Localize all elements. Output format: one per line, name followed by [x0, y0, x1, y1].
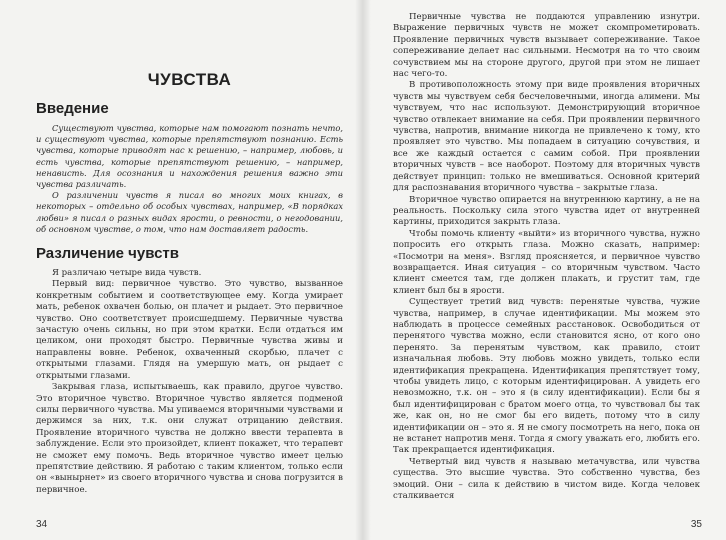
body-paragraph: В противоположность этому при виде проявления вторичных чувств мы чувствуем себя бесчеловечными, иногда алимени. Мы чувствуем, что нас используют. Демонстрирующий вторичное чувство отвлекает внимание на себя. При проявлении первичного чувства, напротив, внимание никогда не привлечено к тому, кто проявляет это чувство. Мы попадаем в ситуацию сочувствия, и все же каждый остается с самим собой. При проявлении вторичных чувств – все наоборот. Поэтому для вторичных чувств действует принцип: только не вмешиваться. Основной критерий для распознавания вторичного чувства – закрытые глаза.: [393, 80, 700, 194]
chapter-title: ЧУВСТВА: [147, 70, 232, 89]
intro-section: [36, 100, 343, 235]
intro-paragraph: Существуют чувства, которые нам помогают познать нечто, и существуют чувства, которые препятствуют познанию. Есть чувства, которые приводят нас к решению, – например, любовь, и есть чувства, которые препятствуют решению, – например, ненависть. Для осознания и нахождения решения важно эти чувства различать.: [36, 123, 343, 190]
intro-paragraph: О различении чувств я писал во многих моих книгах, в некоторых – отдельно об особых чувствах, например, «В порядках любви» я писал о разных видах ярости, о ревности, о негодовании, об основном чувстве, о том, что нам доставляет радость.: [36, 190, 343, 234]
intro-heading: Введение: [36, 100, 109, 117]
body-paragraph: Существует третий вид чувств: перенятые чувства, чужие чувства, например, в случае идентификации. Мы можем это наблюдать в процессе семейных расстановок. Освободиться от перенятого чувства можно, если становится ясно, от кого оно перенято. За перенятым чувством, как правило, стоит изначальная любовь. Эту любовь можно увидеть, только если идентификация прекращена. Идентификация препятствует тому, чтобы увидеть лицо, с которым идентифицирован. А увидеть его невозможно, т.к. он – это я (в силу идентификации). Если бы я был идентифицирован с братом моего отца, то чувствовал бы так же, как он, но не смог бы его видеть, потому что в силу идентификации он – это я. Я не смогу посмотреть на него, пока он не встанет напротив меня. Тогда я смогу уважать его, любить его. Так прекращается идентификация.: [393, 297, 700, 456]
body-paragraph: Первичные чувства не поддаются управлению изнутри. Выражение первичных чувств не может скомпрометировать. Проявление первичных чувств вызывает сопереживание. Такое сопереживание делает нас сильными. Несмотря на то что своим сочувствием мы на стороне другого, другой при этом не лишает нас чего-то.: [393, 12, 700, 80]
body-paragraph: Чтобы помочь клиенту «выйти» из вторичного чувства, нужно попросить его открыть глаза. Можно сказать, например: «Посмотри на меня». Взгляд проясняется, и первичное чувство возвращается. Иная ситуация – со вторичным чувством. Часто клиент смеется там, где должен плакать, и грустит там, где клиент был бы в ярости.: [393, 228, 700, 296]
body-paragraph: Я различаю четыре вида чувств.: [52, 268, 202, 279]
intro-text: [36, 123, 343, 235]
section-heading: Различение чувств: [36, 245, 179, 263]
body-paragraph: Закрывая глаза, испытываешь, как правило, другое чувство. Это вторичное чувство. Вторичное чувство является подменой силы первичного чувства. Мы упиваемся вторичными чувствами и держимся за них, т.к. они служат отрицанию действия. Проявление вторичного чувства не должно ввести терапевта в заблуждение. Если это произойдет, клиент покажет, что терапевт не сможет ему помочь. Ведь вторичное чувство имеет целью препятствие действию. Я работаю с таким клиентом, только если он «вынырнет» из своего вторичного чувства и снова погрузится в первичное.: [36, 382, 343, 495]
body-paragraph: Четвертый вид чувств я называю метачувства, или чувства существа. Это высшие чувства. Это собственно чувства, без эмоций. Они – сила к действию в чистом виде. Когда человек сталкивается: [393, 456, 700, 502]
page-number-right: 35: [690, 519, 702, 530]
page-number-left: 34: [36, 519, 48, 530]
distinction-section: [36, 245, 343, 496]
body-paragraph: Вторичное чувство опирается на внутреннюю картину, а не на реальность. Поскольку сила этого чувства идет от внутренней картины, приходится закрыть глаза.: [393, 194, 700, 228]
body-paragraph: Первый вид: первичное чувство. Это чувство, вызванное конкретным событием и соответствующее ему. Когда умирает мать, ребенок охвачен болью, он плачет и рыдает. Это первичное чувство. Оно соответствует происшедшему. Первичные чувства зачастую очень сильны, но при этом кратки. Если отдаться им целиком, они проходят быстро. Первичные чувства живы и направлены вовне. Ребенок, охваченный скорбью, плачет с открытыми глазами. Глядя на умершую мать, он рыдает с открытыми глазами.: [36, 279, 343, 381]
right-page: [363, 0, 726, 540]
